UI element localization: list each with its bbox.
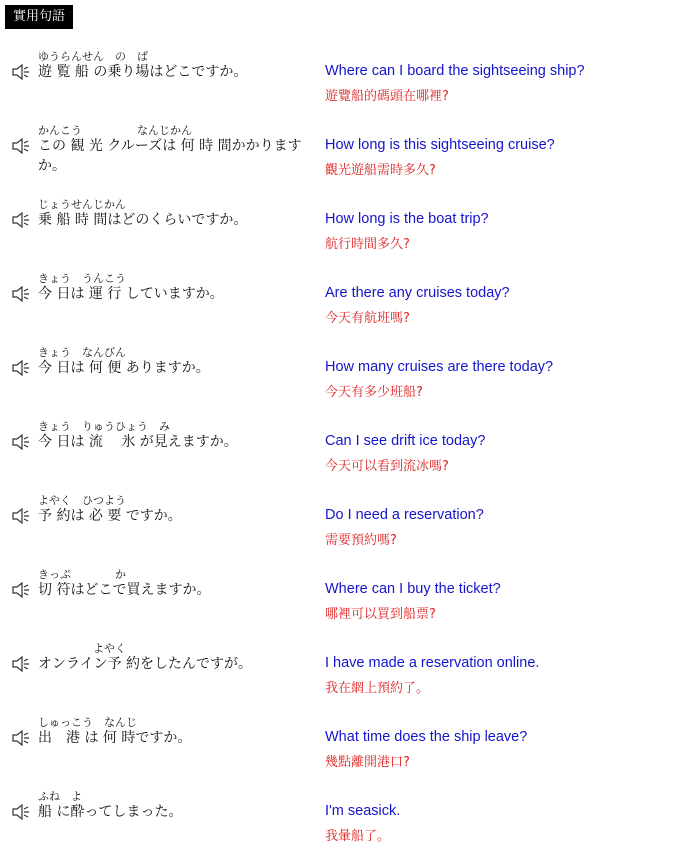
english-translation: I'm seasick. (325, 803, 401, 819)
speaker-icon[interactable] (12, 730, 30, 746)
japanese-phrase: 予 約は 必 要 ですか。 (38, 508, 182, 524)
speaker-icon[interactable] (12, 508, 30, 524)
speaker-icon[interactable] (12, 434, 30, 450)
chinese-translation: 我暈船了。 (325, 829, 391, 844)
japanese-phrase: 今 日は 運 行 していますか。 (38, 286, 224, 302)
chinese-translation: 航行時間多久? (325, 237, 410, 252)
english-translation: Are there any cruises today? (325, 285, 510, 301)
japanese-phrase: 今 日は 何 便 ありますか。 (38, 360, 210, 376)
japanese-phrase: オンライン予 約をしたんですが。 (38, 656, 253, 672)
english-translation: How many cruises are there today? (325, 359, 554, 375)
english-translation: Can I see drift ice today? (325, 433, 486, 449)
english-translation: How long is the boat trip? (325, 211, 489, 227)
phrase-row (0, 566, 675, 640)
phrase-row (0, 788, 675, 862)
ruby-reading: かんこう なんじかん (38, 124, 192, 137)
chinese-translation: 我在網上預約了。 (325, 681, 430, 696)
page-title: 實用句語 (5, 5, 73, 29)
japanese-phrase: 出 港 は 何 時ですか。 (38, 730, 192, 746)
english-translation: How long is this sightseeing cruise? (325, 137, 555, 153)
ruby-reading: しゅっこう なんじ (38, 716, 137, 729)
speaker-icon[interactable] (12, 64, 30, 80)
phrase-row (0, 418, 675, 492)
phrase-row (0, 196, 675, 270)
speaker-icon[interactable] (12, 656, 30, 672)
chinese-translation: 今天有航班嗎? (325, 311, 410, 326)
speaker-icon[interactable] (12, 286, 30, 302)
ruby-reading: きょう りゅうひょう み (38, 420, 170, 433)
english-translation: Where can I buy the ticket? (325, 581, 501, 597)
ruby-reading: よやく (38, 642, 126, 655)
chinese-translation: 幾點離開港口? (325, 755, 410, 770)
japanese-phrase: この 観 光 クルーズは 何 時 間かかりますか。 (38, 138, 302, 174)
english-translation: What time does the ship leave? (325, 729, 528, 745)
english-translation: I have made a reservation online. (325, 655, 540, 671)
ruby-reading: ふね よ (38, 790, 82, 803)
ruby-reading: きっぷ か (38, 568, 126, 581)
chinese-translation: 今天可以看到流冰嗎? (325, 459, 449, 474)
phrase-row (0, 344, 675, 418)
ruby-reading: ゆうらんせん の ば (38, 50, 148, 63)
speaker-icon[interactable] (12, 138, 30, 154)
speaker-icon[interactable] (12, 360, 30, 376)
chinese-translation: 遊覽船的碼頭在哪裡? (325, 89, 449, 104)
japanese-phrase: 乗 船 時 間はどのくらいですか。 (38, 212, 248, 228)
english-translation: Do I need a reservation? (325, 507, 484, 523)
english-translation: Where can I board the sightseeing ship? (325, 63, 585, 79)
chinese-translation: 今天有多少班船? (325, 385, 423, 400)
speaker-icon[interactable] (12, 804, 30, 820)
phrase-row (0, 270, 675, 344)
japanese-phrase: 遊 覧 船 の乗り場はどこですか。 (38, 64, 248, 80)
ruby-reading: きょう なんびん (38, 346, 126, 359)
phrase-row (0, 48, 675, 122)
chinese-translation: 需要預約嗎? (325, 533, 397, 548)
speaker-icon[interactable] (12, 582, 30, 598)
chinese-translation: 哪裡可以買到船票? (325, 607, 436, 622)
ruby-reading: きょう うんこう (38, 272, 126, 285)
phrase-row (0, 640, 675, 714)
phrase-row (0, 492, 675, 566)
phrase-row (0, 714, 675, 788)
ruby-reading: よやく ひつよう (38, 494, 126, 507)
chinese-translation: 觀光遊船需時多久? (325, 163, 436, 178)
phrase-row (0, 122, 675, 196)
japanese-phrase: 船 に酔ってしまった。 (38, 804, 183, 820)
japanese-phrase: 今 日は 流 氷 が見えますか。 (38, 434, 238, 450)
speaker-icon[interactable] (12, 212, 30, 228)
japanese-phrase: 切 符はどこで買えますか。 (38, 582, 211, 598)
ruby-reading: じょうせんじかん (38, 198, 126, 211)
